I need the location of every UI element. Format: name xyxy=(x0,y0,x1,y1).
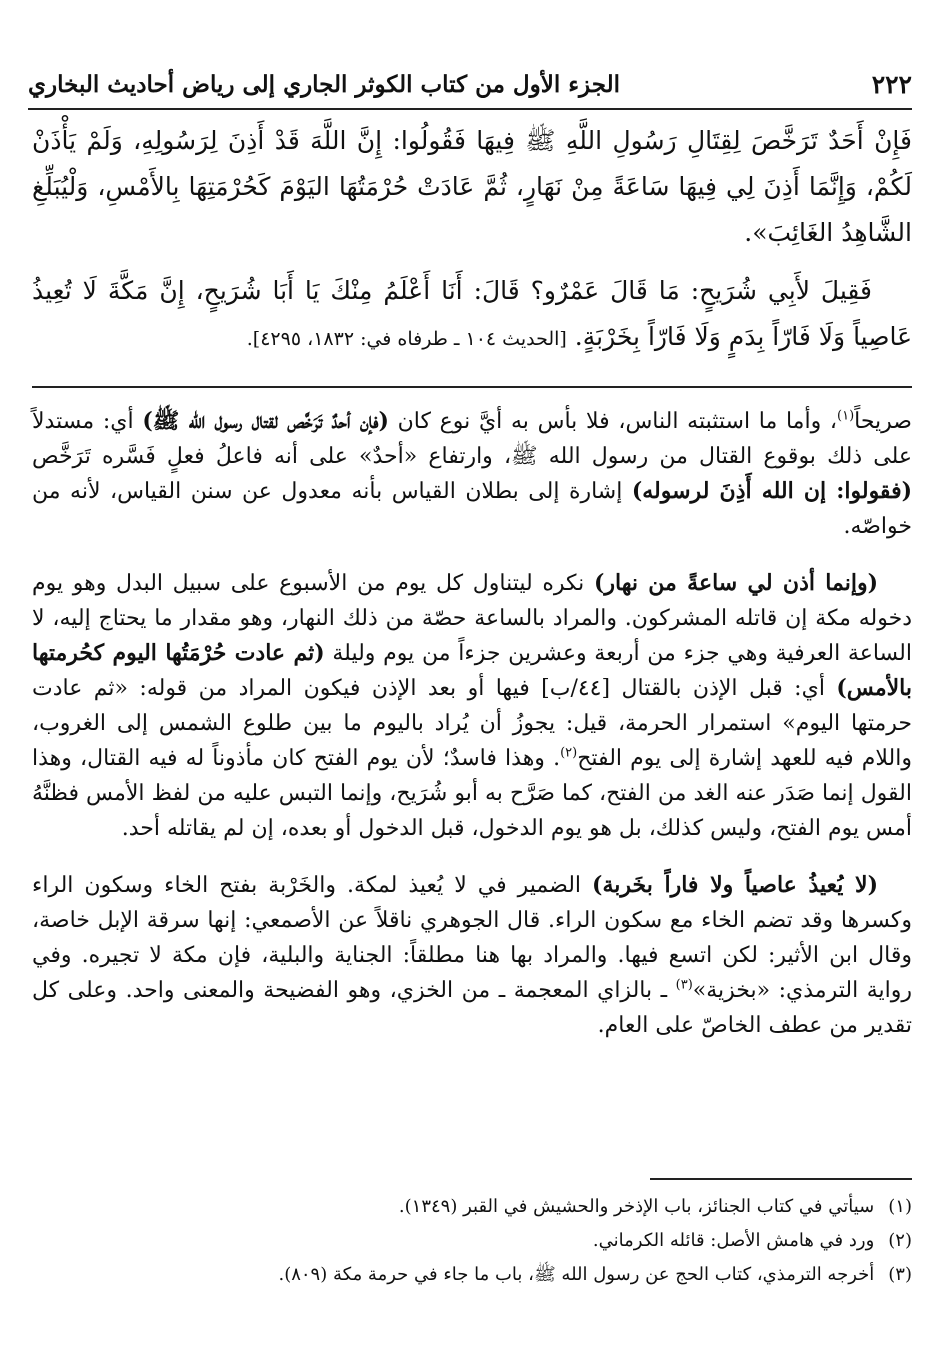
footnote-3 xyxy=(32,1258,912,1292)
footnote-number: (٣) xyxy=(888,1264,912,1285)
lemma-2: (فقولوا: إن الله أَذِنَ لرسوله) xyxy=(631,478,912,504)
footnote-text: أخرجه الترمذي، كتاب الحج عن رسول الله ﷺ، باب ما جاء في حرمة مكة (٨٠٩). xyxy=(278,1264,875,1285)
c2-end: . وهذا فاسدٌ؛ لأن يوم الفتح كان مأذوناً له فيه القتال، وهذا القول إنما صَدَر عنه الغد من الفتح، كما صَرَّح به أبو شُرَيح، وإنما التبس عليه من لفظ الأمس فظنَّهُ أمس يوم الفتح، وليس كذلك، بل هو يوم الدخول، قبل الدخول أو بعده، إن لم يقاتله أحد. xyxy=(32,746,912,841)
c3-end: ـ بالزاي المعجمة ـ من الخزي، وهو الفضيحة والمعنى واحد. وعلى كل تقدير من عطف الخاصّ على العام. xyxy=(32,978,912,1038)
hadith-reference: [الحديث ١٠٤ ـ طرفاه في: ١٨٣٢، ٤٢٩٥]. xyxy=(246,328,567,350)
hadith-text xyxy=(32,118,912,362)
footnote-text: سيأتي في كتاب الجنائز، باب الإذخر والحشيش في القبر (١٣٤٩). xyxy=(398,1196,875,1217)
commentary-paragraph-2 xyxy=(32,566,912,846)
footnote-text: ورد في هامش الأصل: قائله الكرماني. xyxy=(592,1230,875,1251)
footnote-number: (٢) xyxy=(888,1230,912,1251)
footnotes xyxy=(32,1190,912,1292)
hadith-paragraph-2 xyxy=(32,268,912,362)
footnote-divider xyxy=(650,1178,912,1180)
c1-end: إشارة إلى بطلان القياس بأنه معدول عن سنن القياس، لأنه من خواصّه. xyxy=(32,479,912,539)
commentary xyxy=(32,404,912,1065)
lemma-5: (لا يُعيذُ عاصياً ولا فاراً بخَربة) xyxy=(592,872,878,898)
lemma-3: (وإنما أذن لي ساعةً من نهار) xyxy=(593,570,878,596)
c2-mid: نكره ليتناول كل يوم من الأسبوع على سبيل البدل وهو يوم دخوله مكة إن قاتله المشركون. والمراد بالساعة حصّة من ذلك النهار، وهو مقدار ما يحتاج إليه، لا الساعة العرفية وهي جزء من أربعة وعشرين جزءاً من يوم وليلة xyxy=(32,571,912,666)
section-divider xyxy=(32,386,912,388)
hadith-paragraph-1: فَإِنْ أَحَدٌ تَرَخَّصَ لِقِتَالِ رَسُولِ اللَّهِ ﷺ فِيهَا فَقُولُوا: إِنَّ اللَّهَ قَدْ أَذِنَ لِرَسُولِهِ، وَلَمْ يَأْذَنْ لَكُمْ، وَإِنَّمَا أَذِنَ لِي فِيهَا سَاعَةً مِنْ نَهَارٍ، ثُمَّ عَادَتْ حُرْمَتُهَا اليَوْمَ كَحُرْمَتِهَا بِالأَمْسِ، وَلْيُبَلِّغِ الشَّاهِدُ الغَائِبَ». xyxy=(32,126,912,247)
footnote-1 xyxy=(32,1190,912,1224)
c1-pre: صريحاً xyxy=(854,409,912,434)
page-number: ٢٢٢ xyxy=(871,69,912,99)
footnote-number: (١) xyxy=(888,1196,912,1217)
c2-mid2: أي: قبل الإذن بالقتال [٤٤/ب] فيها أو بعد الإذن فيكون المراد من قوله: «ثم عادت حرمتها اليوم» استمرار الحرمة، قيل: يجوزُ أن يُراد باليوم ما بين طلوع الشمس إلى الغروب، واللام فيه للعهد إشارة إلى يوم الفتح xyxy=(32,676,913,771)
lemma-4: (ثم عادت حُرْمَتُها اليوم كحُرمتها بالأمس) xyxy=(32,640,912,701)
commentary-paragraph-3 xyxy=(32,868,912,1043)
page-header xyxy=(28,62,912,106)
commentary-paragraph-1 xyxy=(32,404,912,544)
c1-mid: ، وأما ما استثبته الناس، فلا بأس به أيَّ نوع كان xyxy=(388,409,837,434)
hadith-paragraph-2-text: فَقِيلَ لأَبِي شُرَيحٍ: مَا قَالَ عَمْرٌو؟ قَالَ: أَنَا أَعْلَمُ مِنْكَ يَا أَبَا شُرَيحٍ، إِنَّ مَكَّةَ لَا تُعِيذُ عَاصِياً وَلَا فَارّاً بِدَمٍ وَلَا فَارّاً بِخَرْبَةٍ. xyxy=(32,276,912,351)
footnote-2 xyxy=(32,1224,912,1258)
footnote-ref-1: (١) xyxy=(837,408,855,424)
footnote-ref-2: (٢) xyxy=(560,745,578,761)
lemma-1: (فإن أحدٌ تَرَخَّص لقتال رسول الله ﷺ) xyxy=(142,408,389,434)
running-title: الجزء الأول من كتاب الكوثر الجاري إلى رياض أحاديث البخاري xyxy=(28,70,620,98)
header-divider xyxy=(28,108,912,110)
c1-mid2: أي: مستدلاً على ذلك بوقوع القتال من رسول الله ﷺ، وارتفاع «أحدٌ» على أنه فاعلُ فعلٍ فَسَّره تَرَخَّص xyxy=(32,409,912,469)
c3-mid: الضمير في لا يُعيذ لمكة. والخَرْبة بفتح الخاء وسكون الراء وكسرها وقد تضم الخاء مع سكون الراء. قال الجوهري ناقلاً عن الأصمعي: إنها سرقة الإبل خاصة، وقال ابن الأثير: لكن اتسع فيها. والمراد بها هنا مطلقاً: الجناية والبلية، فإن مكة لا تجيره. وفي رواية الترمذي: «بخزية» xyxy=(32,873,912,1003)
footnote-ref-3: (٣) xyxy=(675,977,693,993)
